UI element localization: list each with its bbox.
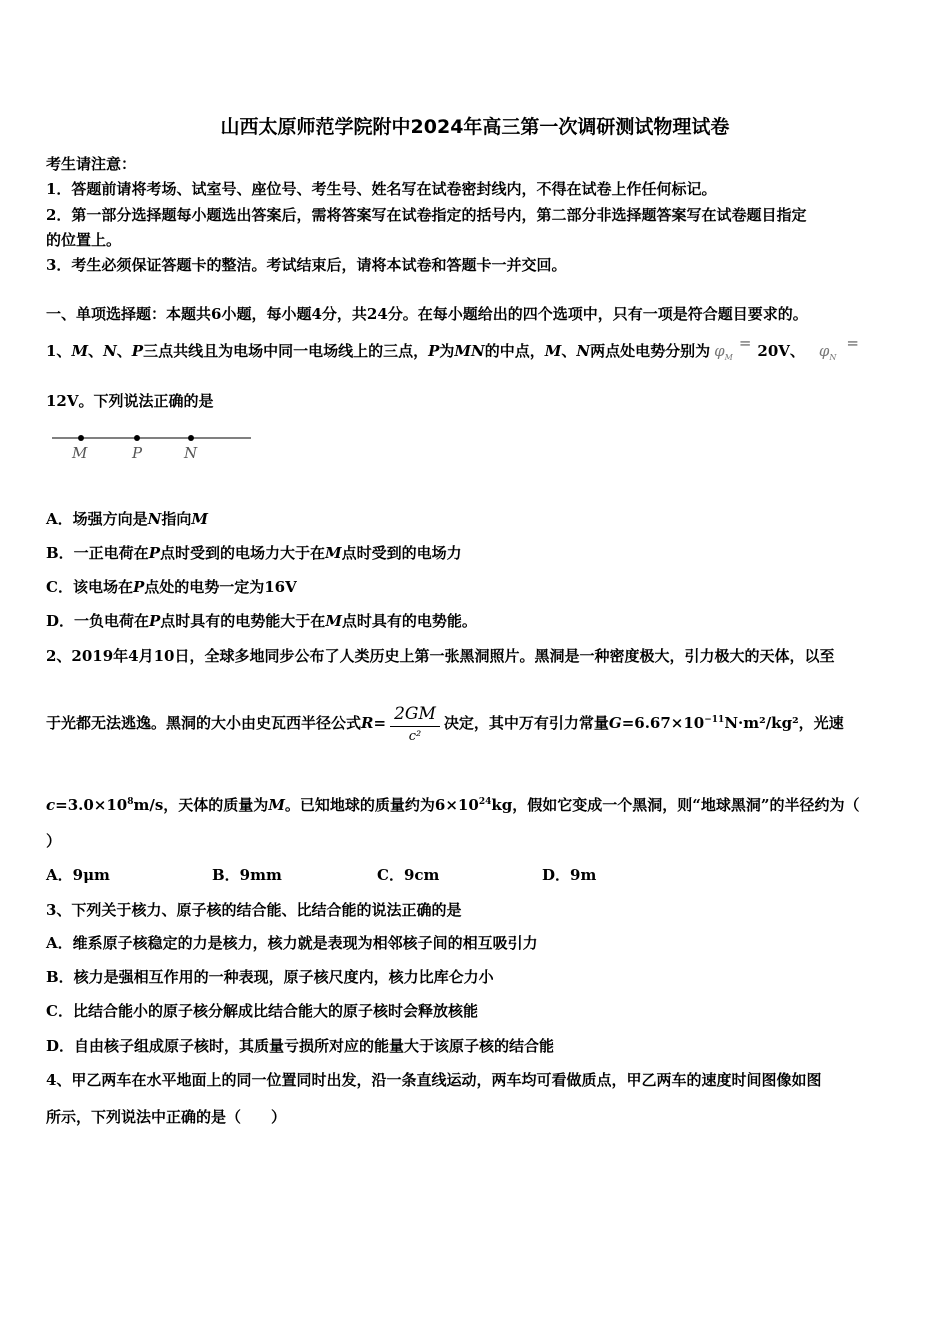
q1-number: 1、 [46, 342, 72, 360]
q3-stem: 3、下列关于核力、原子核的结合能、比结合能的说法正确的是 [46, 901, 462, 919]
q2-stem-line4: ） [46, 832, 62, 850]
var-G: G [608, 714, 622, 732]
var-M: M [544, 342, 562, 360]
phi-M-symbol: $\varphi_M$ [714, 342, 733, 362]
q2-option-d: D．9m [542, 866, 597, 884]
phi-N-symbol: $\varphi_N$ [818, 342, 837, 362]
point-N-dot [188, 435, 194, 441]
fraction-numerator: 2GM [390, 704, 440, 727]
label-P: P [132, 444, 143, 462]
q1-option-d: D．一负电荷在P点时具有的电势能大于在M点时具有的电势能。 [46, 612, 477, 630]
var-c: c [46, 796, 56, 814]
var-M: M [71, 342, 89, 360]
var-N: N [576, 342, 591, 360]
q3-option-a: A．维系原子核稳定的力是核力，核力就是表现为相邻核子间的相互吸引力 [46, 934, 538, 952]
q1-option-b: B．一正电荷在P点时受到的电场力大于在M点时受到的电场力 [46, 544, 462, 562]
q4-stem-line1: 4、甲乙两车在水平地面上的同一位置同时出发，沿一条直线运动，两车均可看做质点，甲乙两车的速度时间图像如图 [46, 1071, 822, 1089]
label-N: N [184, 444, 198, 462]
equals-sign: = [846, 334, 859, 352]
notice-item-2: 2．第一部分选择题每小题选出答案后，需将答案写在试卷指定的括号内，第二部分非选择题答案写在试卷题目指定 [46, 206, 807, 224]
q1-value-M: 20V、 [757, 342, 805, 360]
q1-text-a: 三点共线且为电场中同一电场线上的三点， [143, 342, 429, 360]
q1-text-c: 的中点， [484, 342, 545, 360]
notice-item-1: 1．答题前请将考场、试室号、座位号、考生号、姓名写在试卷密封线内，不得在试卷上作任何标记。 [46, 180, 717, 198]
var-MN: MN [454, 342, 485, 360]
q4-stem-line2: 所示，下列说法中正确的是（ ） [46, 1108, 287, 1126]
q2-option-a: A．9μm [46, 866, 110, 884]
q2-stem-line2: 于光都无法逃逸。黑洞的大小由史瓦西半径公式R= $\frac{2GM}{\text{c²}}$ 决定，其中万有引力常量$G=6.67\times 10^{-11}N\cdot m^2$/kg²，光速 [46, 704, 844, 744]
equals-sign: = [738, 334, 752, 352]
notice-heading: 考生请注意： [46, 155, 137, 173]
q2-stem-line1: 2、2019年4月10日，全球多地同步公布了人类历史上第一张黑洞照片。黑洞是一种密度极大，引力极大的天体，以至 [46, 647, 835, 665]
page-title: 山西太原师范学院附中2024年高三第一次调研测试物理试卷 [220, 116, 730, 138]
point-M-dot [78, 435, 84, 441]
var-M: M [268, 796, 285, 814]
section-1-heading: 一、单项选择题：本题共6小题，每小题4分，共24分。在每小题给出的四个选项中，只有一项是符合题目要求的。 [46, 305, 808, 323]
field-line-diagram [46, 426, 256, 466]
schwarzschild-fraction [390, 704, 440, 744]
var-P: P [131, 342, 144, 360]
var-P: P [428, 342, 440, 360]
q2-option-b: B．9mm [212, 866, 282, 884]
q1-text-d: 两点处电势分别为 [590, 342, 711, 360]
q1-option-c: C．该电场在P点处的电势一定为16V [46, 578, 297, 596]
q1-option-a: A．场强方向是N指向M [46, 510, 208, 528]
q3-option-c: C．比结合能小的原子核分解成比结合能大的原子核时会释放核能 [46, 1002, 478, 1020]
label-M: M [72, 444, 88, 462]
fraction-denominator: c² [408, 729, 422, 744]
q2-option-c: C．9cm [377, 866, 440, 884]
q3-option-b: B．核力是强相互作用的一种表现，原子核尺度内，核力比库仑力小 [46, 968, 494, 986]
q3-option-d: D．自由核子组成原子核时，其质量亏损所对应的能量大于该原子核的结合能 [46, 1037, 555, 1055]
q1-stem-line1: 1、M、N、P三点共线且为电场中同一电场线上的三点，P为MN的中点，M、N两点处电势分别为 $\varphi_M= 20V$、 $\varphi_N=$ [46, 334, 859, 362]
var-N: N [103, 342, 117, 360]
q1-stem-line2: 12V。下列说法正确的是 [46, 392, 214, 410]
q1-text-b: 为 [439, 342, 455, 360]
point-P-dot [134, 435, 140, 441]
q2-stem-line3: $c=3.0\times 10^8m/s$，天体的质量为M。已知地球的质量约为$6\times 10^{24}kg$，假如它变成一个黑洞，则“地球黑洞”的半径约为（ [46, 796, 860, 814]
notice-item-3: 3．考生必须保证答题卡的整洁。考试结束后，请将本试卷和答题卡一并交回。 [46, 256, 567, 274]
notice-item-2-cont: 的位置上。 [46, 231, 122, 249]
var-R: R [361, 714, 374, 732]
